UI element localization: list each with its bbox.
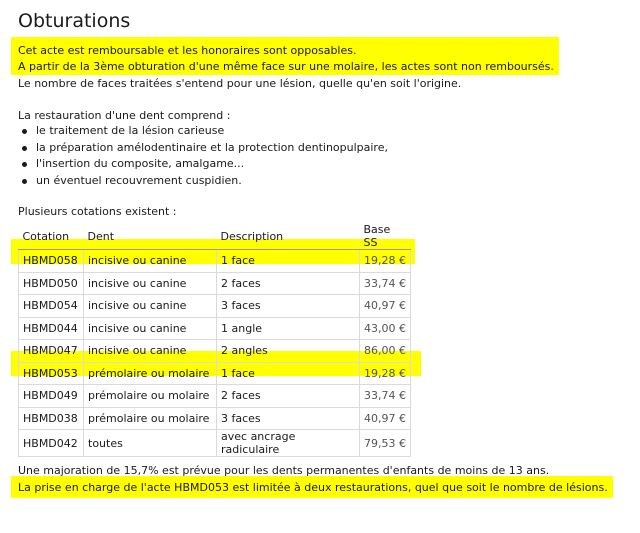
table-cell: HBMD047: [19, 340, 84, 363]
table-cell: 19,28 €: [360, 250, 411, 273]
cotations-heading: Plusieurs cotations existent :: [18, 205, 177, 218]
table-cell: incisive ou canine: [84, 272, 217, 295]
table-row: [19, 317, 411, 340]
table-row: [19, 362, 411, 385]
cotations-table: [18, 223, 411, 457]
list-item: [18, 156, 388, 173]
table-row: [19, 340, 411, 363]
intro-line-1: Cet acte est remboursable et les honoraires sont opposables.: [18, 44, 357, 57]
table-cell: prémolaire ou molaire: [84, 362, 217, 385]
footer-line-1: Une majoration de 15,7% est prévue pour les dents permanentes d'enfants de moins de 13 ans.: [18, 464, 550, 477]
table-row: [19, 407, 411, 430]
table-cell: 2 faces: [217, 385, 360, 408]
table-cell: 33,74 €: [360, 272, 411, 295]
table-cell: avec ancrage radiculaire: [217, 430, 360, 457]
intro-line-2: A partir de la 3ème obturation d'une même face sur une molaire, les actes sont non remboursés.: [18, 60, 554, 73]
table-cell: HBMD058: [19, 250, 84, 273]
table-cell: 1 face: [217, 250, 360, 273]
table-row: [19, 385, 411, 408]
footer-line-2: La prise en charge de l'acte HBMD053 est limitée à deux restaurations, quel que soit le nombre de lésions.: [18, 481, 608, 494]
restoration-heading: La restauration d'une dent comprend :: [18, 109, 231, 122]
table-cell: HBMD049: [19, 385, 84, 408]
table-row: [19, 295, 411, 318]
bullet-icon: [22, 146, 27, 151]
col-header-cotation: Cotation: [19, 223, 84, 250]
table-cell: incisive ou canine: [84, 250, 217, 273]
list-item-text: un éventuel recouvrement cuspidien.: [36, 173, 242, 187]
table-cell: 1 angle: [217, 317, 360, 340]
table-cell: 3 faces: [217, 407, 360, 430]
bullet-icon: [22, 179, 27, 184]
table-cell: HBMD053: [19, 362, 84, 385]
table-row: [19, 272, 411, 295]
page-title: Obturations: [18, 10, 131, 32]
table-cell: incisive ou canine: [84, 295, 217, 318]
table-cell: HBMD054: [19, 295, 84, 318]
table-cell: 43,00 €: [360, 317, 411, 340]
bullet-icon: [22, 162, 27, 167]
list-item-text: l'insertion du composite, amalgame...: [36, 157, 245, 170]
table-cell: HBMD050: [19, 272, 84, 295]
table-cell: 86,00 €: [360, 340, 411, 363]
table-cell: 40,97 €: [360, 407, 411, 430]
intro-line-3: Le nombre de faces traitées s'entend pour une lésion, quelle qu'en soit l'origine.: [18, 77, 462, 90]
table-header-row: [19, 223, 411, 250]
table-cell: toutes: [84, 430, 217, 457]
table-cell: prémolaire ou molaire: [84, 385, 217, 408]
table-cell: 19,28 €: [360, 362, 411, 385]
table-cell: 2 faces: [217, 272, 360, 295]
list-item-text: le traitement de la lésion carieuse: [36, 124, 225, 137]
table-cell: 3 faces: [217, 295, 360, 318]
table-row: [19, 250, 411, 273]
table-cell: HBMD038: [19, 407, 84, 430]
col-header-base-ss: Base SS: [360, 223, 411, 250]
list-item: [18, 173, 388, 190]
table-cell: 40,97 €: [360, 295, 411, 318]
table-cell: incisive ou canine: [84, 317, 217, 340]
bullet-icon: [22, 129, 27, 134]
restoration-list: [18, 123, 388, 189]
table-cell: HBMD044: [19, 317, 84, 340]
col-header-description: Description: [217, 223, 360, 250]
table-cell: 33,74 €: [360, 385, 411, 408]
col-header-dent: Dent: [84, 223, 217, 250]
table-cell: prémolaire ou molaire: [84, 407, 217, 430]
list-item: [18, 140, 388, 157]
table-cell: 79,53 €: [360, 430, 411, 457]
table-cell: 2 angles: [217, 340, 360, 363]
list-item: [18, 123, 388, 140]
table-cell: incisive ou canine: [84, 340, 217, 363]
table-cell: HBMD042: [19, 430, 84, 457]
list-item-text: la préparation amélodentinaire et la protection dentinopulpaire,: [36, 140, 388, 154]
table-cell: 1 face: [217, 362, 360, 385]
table-row: [19, 430, 411, 457]
